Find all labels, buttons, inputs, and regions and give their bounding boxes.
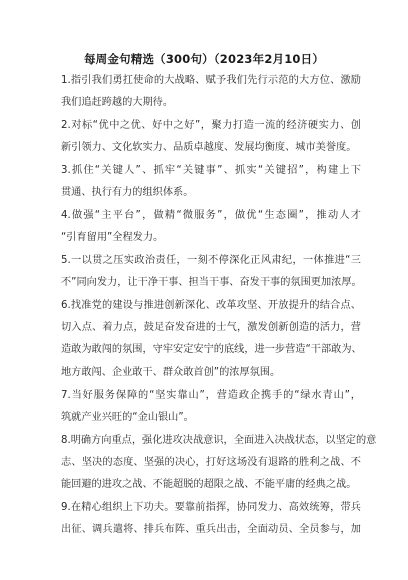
paragraph-line: 地方敢闯、企业敢干、群众敢首创”的浓厚氛围。	[61, 366, 281, 378]
paragraph-line: 造敢为敢闯的氛围，守牢安定安宁的底线，进一步营造“干部敢为、	[61, 344, 362, 356]
paragraph-line: 9.在精心组织上下功夫。要靠前指挥，协同发力、高效统筹，带兵	[61, 502, 361, 513]
paragraph-4	[61, 205, 361, 249]
paragraph-line: 能回避的进攻之战、不能超脱的超限之战、不能平庸的经典之战。	[61, 479, 357, 491]
paragraph-line: 志、坚决的态度、坚强的决心，打好这场没有退路的胜利之战、不	[61, 457, 361, 469]
paragraph-5	[61, 250, 361, 294]
paragraph-1	[61, 70, 361, 114]
paragraph-line: 出征、调兵遣将、排兵布阵、重兵出击，全面动员、全员参与，加	[61, 524, 361, 536]
paragraph-3	[61, 160, 361, 204]
paragraph-line: “引育留用”全程发力。	[61, 232, 164, 244]
paragraph-line: 不”同向发力，让干净干事、担当干事、奋发干事的氛围更加浓厚。	[61, 277, 362, 289]
paragraph-line: 新引领力、文化软实力、品质卓越度、发展均衡度、城市美誉度。	[61, 142, 357, 154]
paragraph-2	[61, 115, 361, 159]
paragraph-line: 筑就产业兴旺的“金山银山”。	[61, 412, 194, 424]
paragraph-line: 切入点、着力点，鼓足奋发奋进的士气，激发创新创造的活力，营	[61, 322, 361, 334]
paragraph-line: 4.做强“主平台”，做精“微服务”，做优“生态圈”，推动人才	[61, 210, 361, 221]
paragraph-9	[61, 497, 361, 541]
paragraph-line: 1.指引我们勇扛使命的大战略、赋予我们先行示范的大方位、激励	[61, 75, 361, 86]
document-title: 每周金句精选（300句）（2023年2月10日）	[83, 52, 325, 66]
paragraph-line: 我们追赶跨越的大期待。	[61, 97, 174, 109]
paragraph-8	[61, 430, 377, 497]
paragraph-line: 5.一以贯之压实政治责任，一刻不停深化正风肃纪，一体推进“三	[61, 255, 361, 266]
paragraph-line: 2.对标“优中之优、好中之好”，聚力打造一流的经济硬实力、创	[61, 120, 361, 131]
paragraph-line: 6.找准党的建设与推进创新深化、改革攻坚、开放提升的结合点、	[61, 300, 361, 311]
paragraph-line: 8.明确方向重点，强化进攻决战意识，全面进入决战状态，以坚定的意	[61, 435, 377, 446]
paragraph-line: 贯通、执行有力的组织体系。	[61, 187, 194, 199]
paragraph-line: 7.当好服务保障的“坚实靠山”，营造政企携手的“绿水青山”，	[61, 390, 361, 401]
paragraph-line: 3.抓住“关键人”、抓牢“关键事”、抓实“关键招”，构建上下	[61, 165, 361, 176]
paragraph-7	[61, 385, 361, 429]
paragraph-6	[61, 295, 361, 384]
